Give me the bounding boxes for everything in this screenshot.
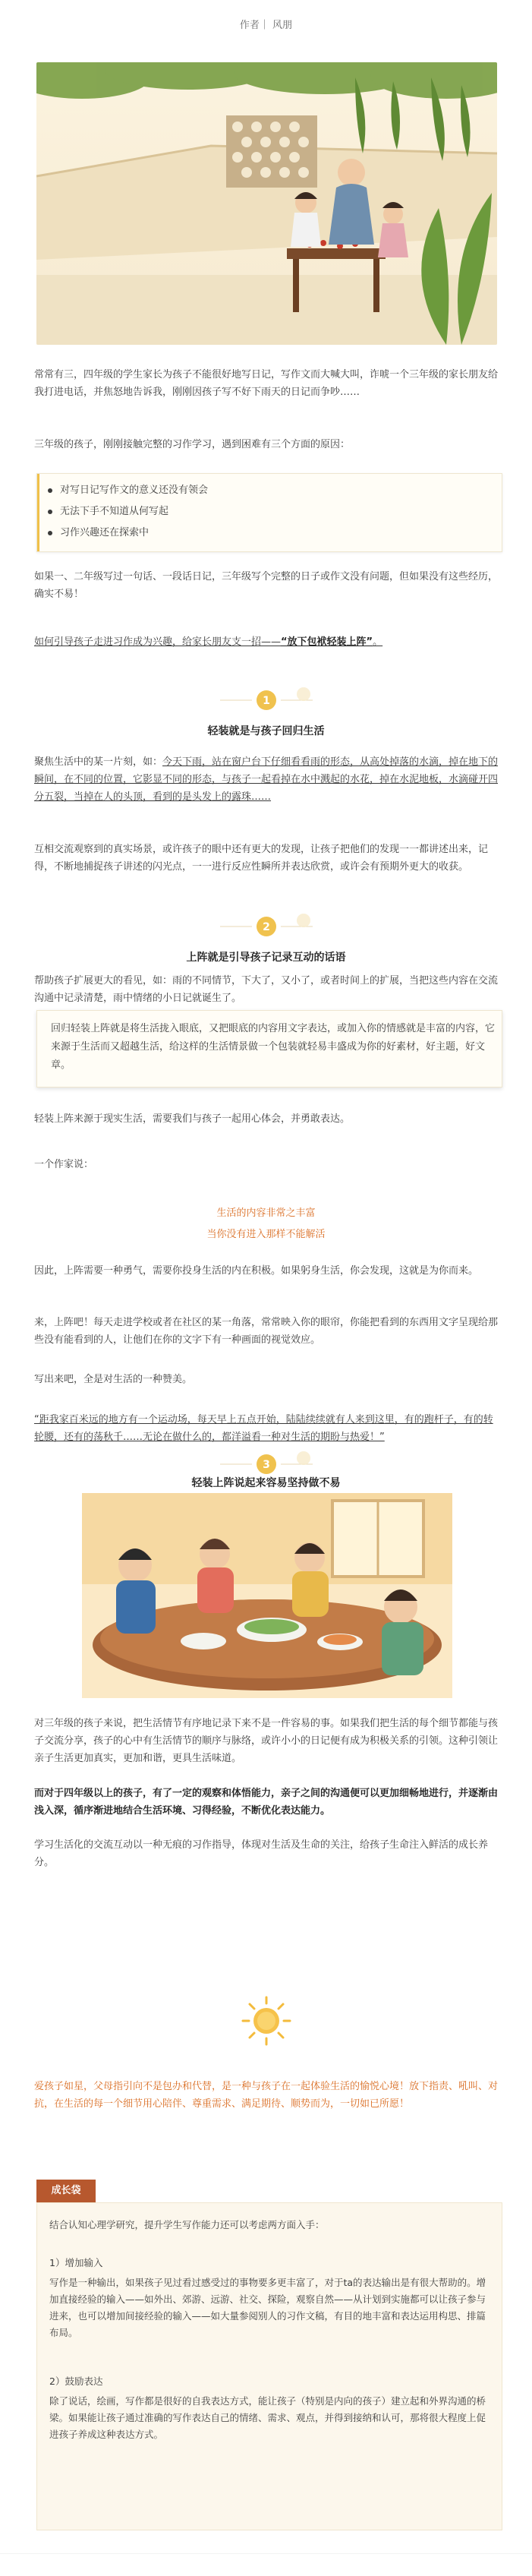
intro-highlight: “放下包袱轻装上阵” — [281, 636, 373, 648]
section-2-paragraph-3: 一个作家说： — [34, 1159, 94, 1170]
list-item — [48, 526, 149, 541]
family-dinner-illustration-svg — [82, 1493, 452, 1698]
section-2-paragraph-5: 来，上阵吧！每天走进学校或者在社区的某一角落，常常映入你的眼帘，你能把看到的东西用文字呈现给那些没有能看到的人，让他们在你的文字下有一种画面的视觉效应。 — [34, 1317, 499, 1346]
intro-paragraph-4 — [34, 633, 499, 651]
section-1-paragraph-1-prefix: 聚焦生活中的某一片刻，如： — [34, 756, 163, 768]
section-1-paragraph-2: 互相交流观察到的真实场景，或许孩子的眼中还有更大的发现，让孩子把他们的发现一一都讲述出来，记得，不断地捕捉孩子讲述的闪光点，一一进行反应性瞬所并表达欣赏，或许会有预期外更大的收获。 — [34, 844, 489, 873]
section-1-title: 轻装就是与孩子回归生活 — [207, 725, 325, 737]
growth-body-1: 写作是一种输出，如果孩子见过看过感受过的事物要多更丰富了，对于ta的表达输出是有很大帮助的。增加直接经验的输入——如外出、郊游、远游、社交、探险，观察自然——从计划到实施都可以让孩子参与进来，也可以增加间接经验的输入——如大量参阅别人的习作文稿，有目的地丰富和表达运用构思、排篇布局。 — [49, 2277, 486, 2338]
bullet-icon — [48, 488, 52, 493]
growth-heading-2: 2）鼓励表达 — [49, 2376, 103, 2387]
section-3-title: 轻装上阵说起来容易坚持做不易 — [191, 1477, 341, 1489]
section-2-title: 上阵就是引导孩子记录互动的话语 — [186, 952, 346, 964]
growth-intro: 结合认知心理学研究，提升学生写作能力还可以考虑两方面入手： — [49, 2219, 325, 2230]
sun-icon-svg — [241, 1996, 291, 2046]
section-2-number-badge — [0, 910, 532, 943]
number-circle-icon — [0, 910, 532, 943]
section-3-paragraph-1: 对三年级的孩子来说，把生活情节有序地记录下来不是一件容易的事。如果我们把生活的每个细节都能与孩子交流分享，孩子的心中有生活情节的顺序与脉络，或许小小的日记便有成为积极关系的引领。这种引领让亲子生活更加真实，更加和谐，更具生活味道。 — [34, 1718, 499, 1764]
section-2-paragraph-2: 轻装上阵来源于现实生活，需要我们与孩子一起用心体会，并勇敢表达。 — [34, 1113, 351, 1125]
section-number: 3 — [263, 1459, 270, 1471]
section-3-paragraph-2: 而对于四年级以上的孩子，有了一定的观察和体悟能力，亲子之间的沟通便可以更加细畅地进行，并逐渐由浅入深，循序渐进地结合生活环境、习得经验，不断优化表达能力。 — [34, 1788, 499, 1817]
intro-paragraph-4-prefix: 如何引导孩子走进习作成为兴趣，给家长朋友支一招—— — [34, 636, 282, 648]
section-3-paragraph-4: 爱孩子如星，父母指引向不是包办和代替，是一种与孩子在一起体验生活的愉悦心境！放下指责、吼叫、对抗，在生活的每一个细节用心陪伴、尊重需求、满足期待、顺势而为，一切如已所愿！ — [34, 2081, 499, 2110]
reasons-list — [36, 473, 502, 552]
section-1-paragraph-1 — [34, 753, 499, 806]
bullet-icon — [48, 531, 52, 535]
section-2-paragraph-6: 写出来吧，全是对生活的一种赞美。 — [34, 1374, 193, 1385]
author-line: 作者｜ 风朋 — [239, 20, 293, 31]
intro-paragraph-1: 常常有三，四年级的学生家长为孩子不能很好地写日记，写作文而大喊大叫，诈唬一个三年级的家长朋友给我打进电话，并焦怒地告诉我，刚刚因孩子写不好下雨天的日记而争吵…… — [34, 369, 499, 398]
number-circle-icon — [0, 683, 532, 717]
section-2-paragraph-4: 因此，上阵需要一种勇气，需要你投身生活的内在积极。如果躬身生活，你会发现，这就是为你而来。 — [34, 1265, 479, 1277]
author-quote-line-2: 当你没有进入那样不能解活 — [206, 1229, 326, 1240]
section-1-number-badge — [0, 683, 532, 717]
intro-paragraph-3: 如果一、二年级写过一句话、一段话日记，三年级写个完整的日子或作文没有问题，但如果没有这些经历，确实不易！ — [34, 571, 499, 600]
growth-box — [36, 2202, 502, 2530]
section-2-paragraph-7: “距我家百米远的地方有一个运动场，每天早上五点开始，陆陆续续就有人来到这里，有的跑杆子，有的转轮腰，还有的荡秋千……无论在做什么的，都洋溢看一种对生活的期盼与热爱！” — [34, 1414, 493, 1443]
growth-heading-1: 1）增加输入 — [49, 2257, 103, 2268]
section-1-paragraph-1-underline: 今天下雨，站在窗户台下仔细看看雨的形态，从高处掉落的水滴，掉在地下的瞬间，在不同的位置，它影显不同的形态，与孩子一起看掉在水中溅起的水花，掉在水泥地板，水滴碰开四分五裂，当掉在人的头顶，看到的是头发上的露珠…… — [34, 756, 499, 803]
growth-tag: 成长袋 — [36, 2180, 96, 2202]
bullet-icon — [48, 510, 52, 514]
list-item — [48, 504, 168, 519]
section-3-paragraph-3: 学习生活化的交流互动以一种无痕的习作指导，体现对生活及生命的关注，给孩子生命注入鲜活的成长养分。 — [34, 1839, 489, 1868]
intro-paragraph-4-suffix: 。 — [373, 636, 383, 648]
list-item-text: 习作兴趣还在探索中 — [60, 527, 150, 538]
section-number: 2 — [263, 921, 270, 933]
family-dinner-illustration — [82, 1493, 452, 1698]
hero-illustration — [36, 62, 497, 345]
hero-illustration-svg — [36, 62, 497, 345]
bottom-divider — [0, 2553, 532, 2554]
section-2-paragraph-1: 帮助孩子扩展更大的看见，如：雨的不同情节，下大了，又小了，或者时间上的扩展，当把这些内容在交流沟通中记录清楚，雨中情绪的小日记就诞生了。 — [34, 975, 499, 1004]
sun-icon — [241, 1996, 291, 2046]
section-2-quote-box — [36, 1010, 502, 1088]
list-item — [48, 483, 208, 498]
list-item-text: 对写日记写作文的意义还没有领会 — [60, 485, 209, 496]
list-item-text: 无法下手不知道从何写起 — [60, 506, 169, 517]
section-number: 1 — [263, 695, 270, 707]
growth-body-2: 除了说话，绘画，写作都是很好的自我表达方式，能让孩子（特别是内向的孩子）建立起和外界沟通的桥梁。如果能让孩子通过准确的写作表达自己的情绪、需求、观点，并得到接纳和认可，那将很大程度上促进孩子养成这种表达方式。 — [49, 2395, 486, 2440]
section-2-quote-text: 回归轻装上阵就是将生活拢入眼底，又把眼底的内容用文字表达，或加入你的情感就是丰富的内容，它来源于生活而又超越生活，给这样的生活情景做一个包装就轻易丰盛成为你的好素材，好主题，好文章。 — [51, 1023, 496, 1071]
intro-paragraph-2: 三年级的孩子，刚刚接触完整的习作学习，遇到困难有三个方面的原因： — [34, 439, 351, 450]
author-quote-line-1: 生活的内容非常之丰富 — [216, 1208, 316, 1219]
